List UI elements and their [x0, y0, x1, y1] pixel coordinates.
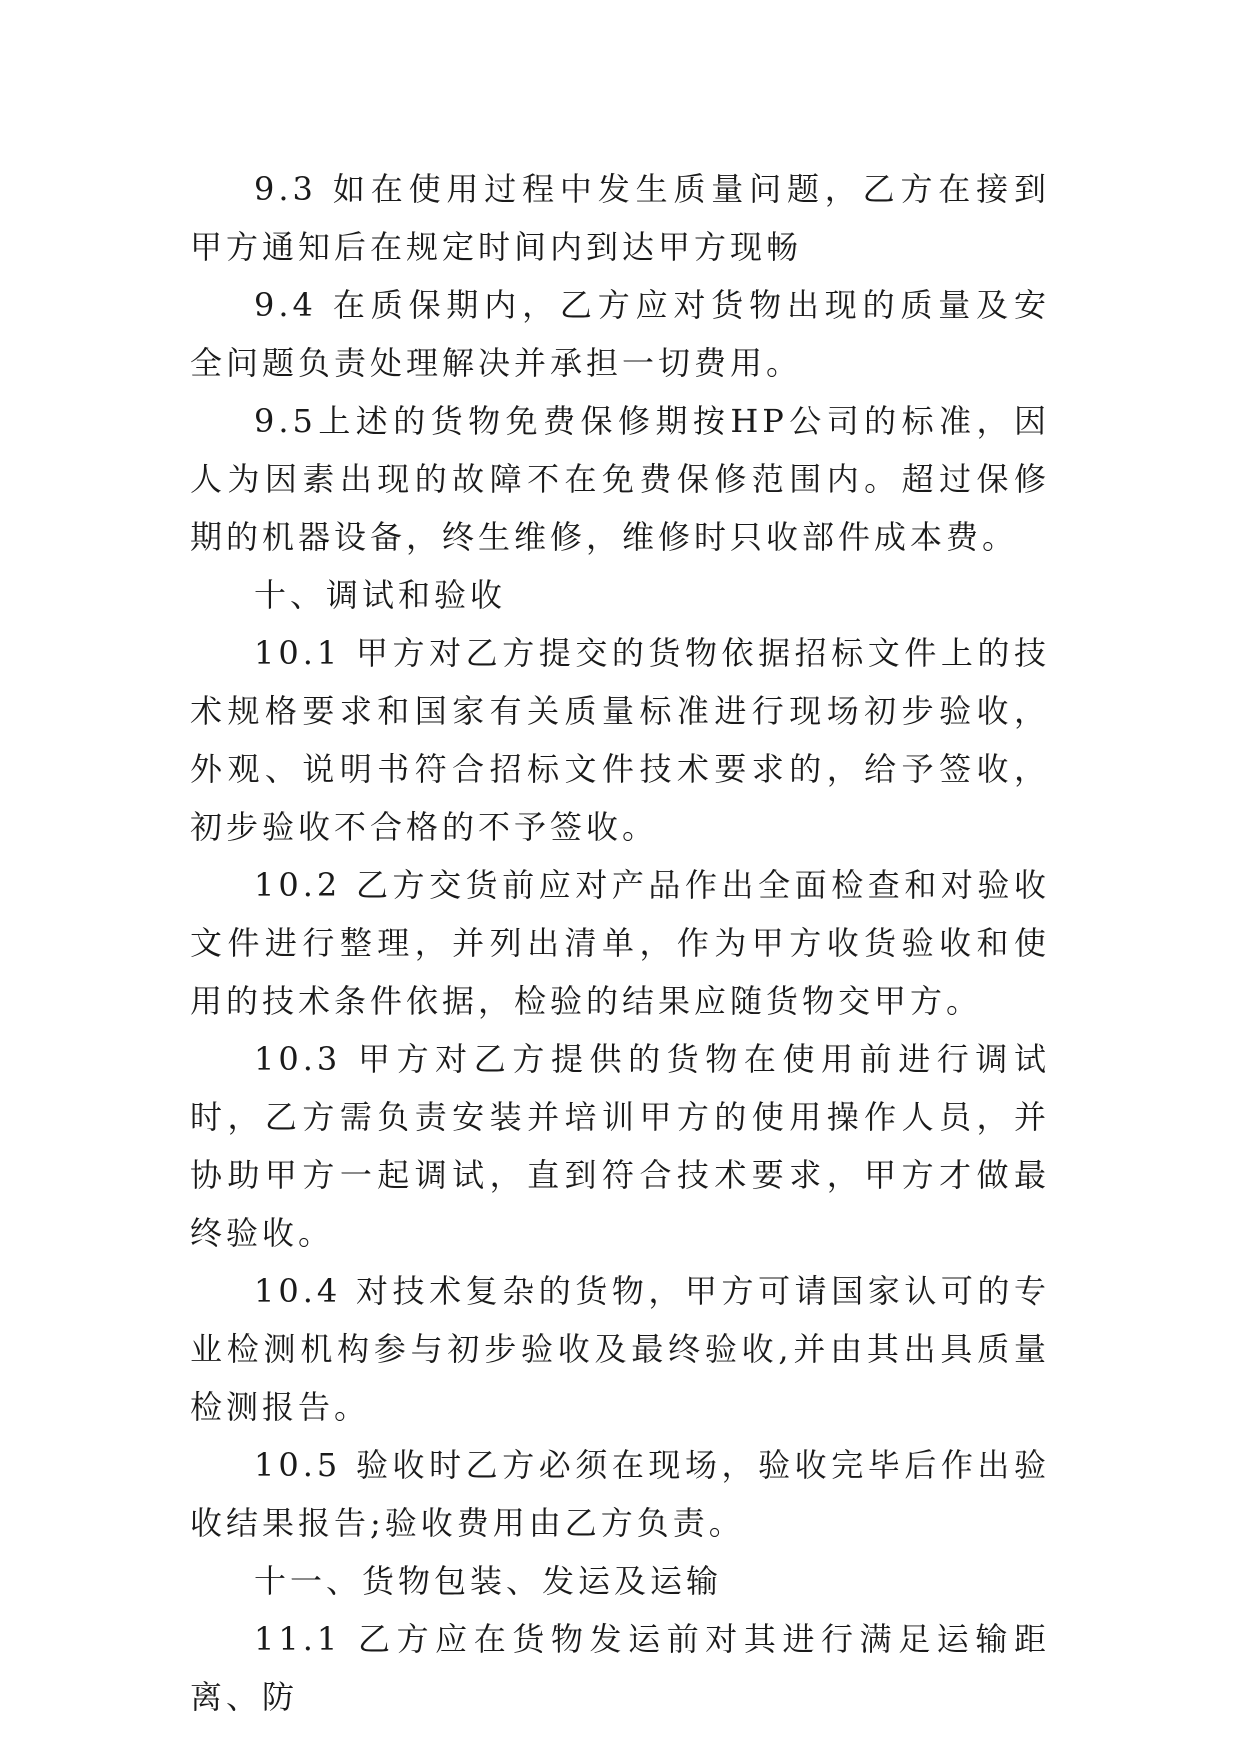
clause-10-3: 10.3 甲方对乙方提供的货物在使用前进行调试时，乙方需负责安装并培训甲方的使用操作人员，并协助甲方一起调试，直到符合技术要求，甲方才做最终验收。	[190, 1040, 1050, 1252]
clause-11-1: 11.1 乙方应在货物发运前对其进行满足运输距离、防	[190, 1620, 1050, 1716]
clause-9-5: 9.5上述的货物免费保修期按HP公司的标准，因人为因素出现的故障不在免费保修范围内。超过保修期的机器设备，终生维修，维修时只收部件成本费。	[190, 402, 1050, 556]
section-heading-11: 十一、货物包装、发运及运输	[254, 1562, 723, 1600]
clause-10-4: 10.4 对技术复杂的货物，甲方可请国家认可的专业检测机构参与初步验收及最终验收,并由其出具质量检测报告。	[190, 1272, 1050, 1426]
clause-10-5: 10.5 验收时乙方必须在现场，验收完毕后作出验收结果报告;验收费用由乙方负责。	[190, 1446, 1050, 1542]
clause-10-2: 10.2 乙方交货前应对产品作出全面检查和对验收文件进行整理，并列出清单，作为甲方收货验收和使用的技术条件依据，检验的结果应随货物交甲方。	[190, 866, 1050, 1020]
clause-9-3: 9.3 如在使用过程中发生质量问题，乙方在接到甲方通知后在规定时间内到达甲方现畅	[190, 170, 1050, 266]
clause-9-4: 9.4 在质保期内，乙方应对货物出现的质量及安全问题负责处理解决并承担一切费用。	[190, 286, 1050, 382]
clause-10-1: 10.1 甲方对乙方提交的货物依据招标文件上的技术规格要求和国家有关质量标准进行现场初步验收，外观、说明书符合招标文件技术要求的，给予签收，初步验收不合格的不予签收。	[190, 634, 1050, 846]
document-body	[190, 160, 1050, 1726]
section-heading-10: 十、调试和验收	[254, 576, 507, 614]
